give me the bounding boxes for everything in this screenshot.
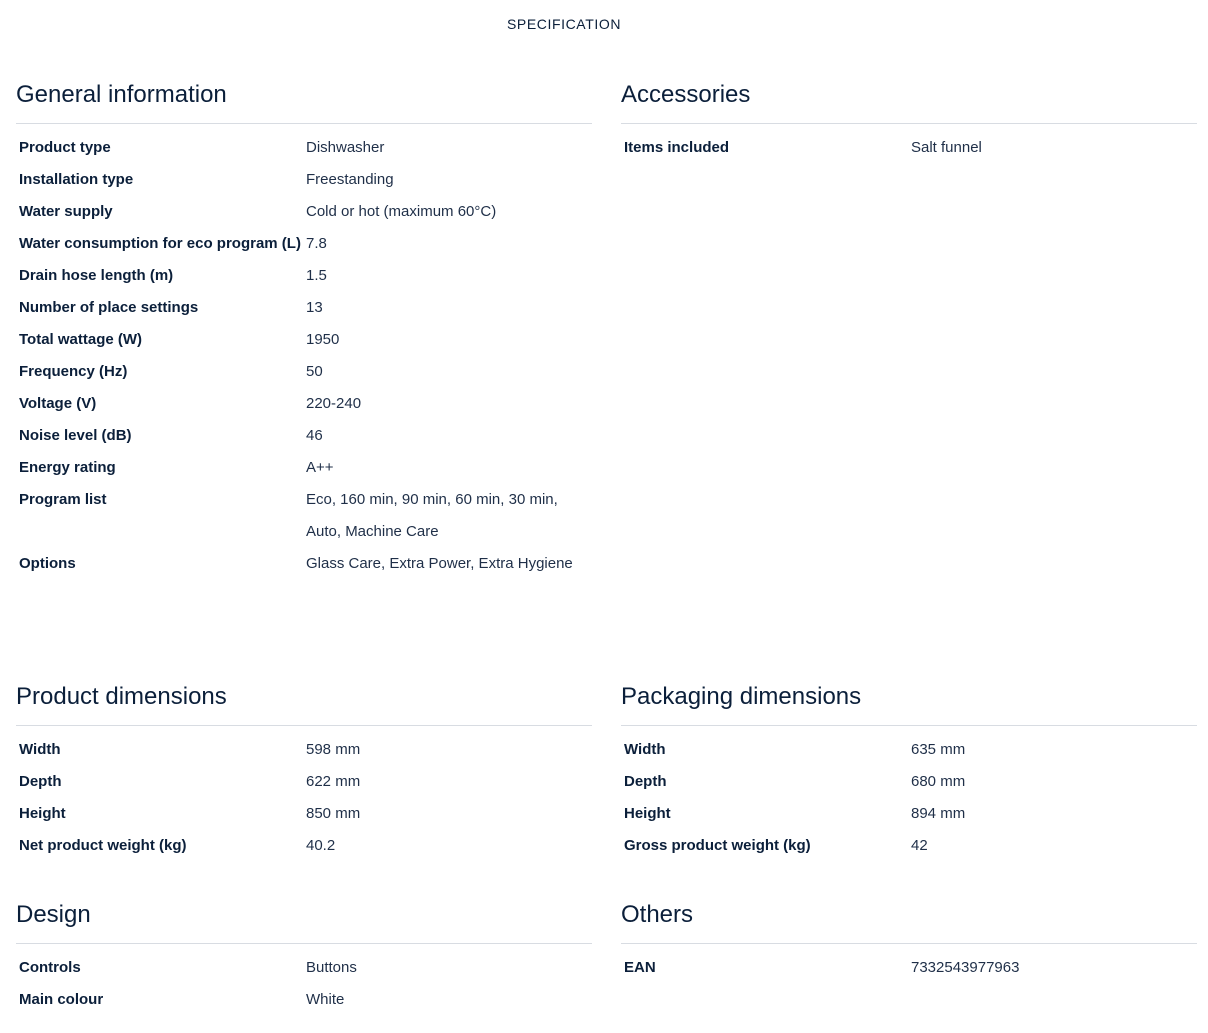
spec-value: Salt funnel (911, 139, 982, 156)
spec-label: Controls (19, 959, 81, 976)
section-design (16, 899, 592, 1016)
spec-row (16, 292, 592, 324)
spec-row (16, 260, 592, 292)
spec-row (16, 830, 592, 862)
spec-value: 7332543977963 (911, 959, 1020, 976)
spec-list (16, 726, 592, 862)
spec-value: 680 mm (911, 773, 966, 790)
spec-row (621, 830, 1197, 862)
spec-value: 850 mm (306, 805, 361, 822)
spec-label: Main colour (19, 991, 104, 1008)
spec-value: 1950 (306, 331, 340, 348)
page-title: SPECIFICATION (506, 16, 622, 32)
spec-value: A++ (306, 459, 334, 476)
spec-value: Freestanding (306, 171, 394, 188)
spec-row (16, 324, 592, 356)
spec-value: 40.2 (306, 837, 336, 854)
spec-row (16, 734, 592, 766)
spec-label: Depth (19, 773, 62, 790)
spec-value: Glass Care, Extra Power, Extra Hygiene (306, 555, 573, 572)
spec-value: Buttons (306, 959, 357, 976)
spec-value: 13 (306, 299, 323, 316)
spec-value: Cold or hot (maximum 60°C) (306, 203, 497, 220)
section-title: Others (621, 899, 1197, 944)
spec-label: Energy rating (19, 459, 116, 476)
spec-label: Number of place settings (19, 299, 199, 316)
spec-row (16, 132, 592, 164)
spec-value: White (306, 991, 345, 1008)
spec-row (16, 356, 592, 388)
spec-row (16, 548, 592, 580)
spec-row (16, 798, 592, 830)
spec-list (16, 944, 592, 1016)
spec-row (16, 766, 592, 798)
spec-row (621, 132, 1197, 164)
spec-label: Frequency (Hz) (19, 363, 128, 380)
spec-label: Total wattage (W) (19, 331, 143, 348)
spec-row (16, 420, 592, 452)
spec-label: Width (624, 741, 666, 758)
spec-list (621, 124, 1197, 164)
spec-row (16, 228, 592, 260)
section-title: Design (16, 899, 592, 944)
spec-value: 46 (306, 427, 323, 444)
spec-list (16, 124, 592, 580)
spec-list (621, 944, 1197, 984)
spec-value: 1.5 (306, 267, 327, 284)
section-title: Packaging dimensions (621, 681, 1197, 726)
spec-row (16, 452, 592, 484)
spec-label: Height (19, 805, 66, 822)
spec-value: 598 mm (306, 741, 361, 758)
spec-row (621, 798, 1197, 830)
spec-label: Voltage (V) (19, 395, 97, 412)
spec-row (621, 766, 1197, 798)
spec-label: Options (19, 555, 76, 572)
section-general-information (16, 79, 592, 580)
spec-row (16, 984, 592, 1016)
spec-row (16, 388, 592, 420)
spec-value: Eco, 160 min, 90 min, 60 min, 30 min, Auto, Machine Care (306, 491, 558, 540)
spec-label: Water consumption for eco program (L) (19, 235, 301, 252)
spec-label: Installation type (19, 171, 134, 188)
spec-row (16, 164, 592, 196)
spec-value: 7.8 (306, 235, 327, 252)
section-title: General information (16, 79, 592, 124)
spec-label: Depth (624, 773, 667, 790)
spec-row (621, 952, 1197, 984)
spec-row (16, 952, 592, 984)
spec-value: Dishwasher (306, 139, 385, 156)
spec-label: Drain hose length (m) (19, 267, 174, 284)
section-title: Product dimensions (16, 681, 592, 726)
section-title: Accessories (621, 79, 1197, 124)
spec-row (621, 734, 1197, 766)
section-product-dimensions (16, 681, 592, 862)
spec-label: Net product weight (kg) (19, 837, 187, 854)
spec-label: Water supply (19, 203, 113, 220)
spec-value: 894 mm (911, 805, 966, 822)
spec-row (16, 484, 592, 548)
spec-value: 635 mm (911, 741, 966, 758)
section-accessories (621, 79, 1197, 164)
spec-label: Product type (19, 139, 111, 156)
spec-label: Noise level (dB) (19, 427, 132, 444)
spec-label: Width (19, 741, 61, 758)
section-others (621, 899, 1197, 984)
spec-label: Program list (19, 491, 107, 508)
spec-label: Height (624, 805, 671, 822)
spec-label: Gross product weight (kg) (624, 837, 811, 854)
spec-value: 42 (911, 837, 928, 854)
spec-list (621, 726, 1197, 862)
spec-value: 220-240 (306, 395, 362, 412)
spec-label: Items included (624, 139, 730, 156)
spec-row (16, 196, 592, 228)
section-packaging-dimensions (621, 681, 1197, 862)
spec-value: 622 mm (306, 773, 361, 790)
spec-value: 50 (306, 363, 323, 380)
spec-label: EAN (624, 959, 656, 976)
